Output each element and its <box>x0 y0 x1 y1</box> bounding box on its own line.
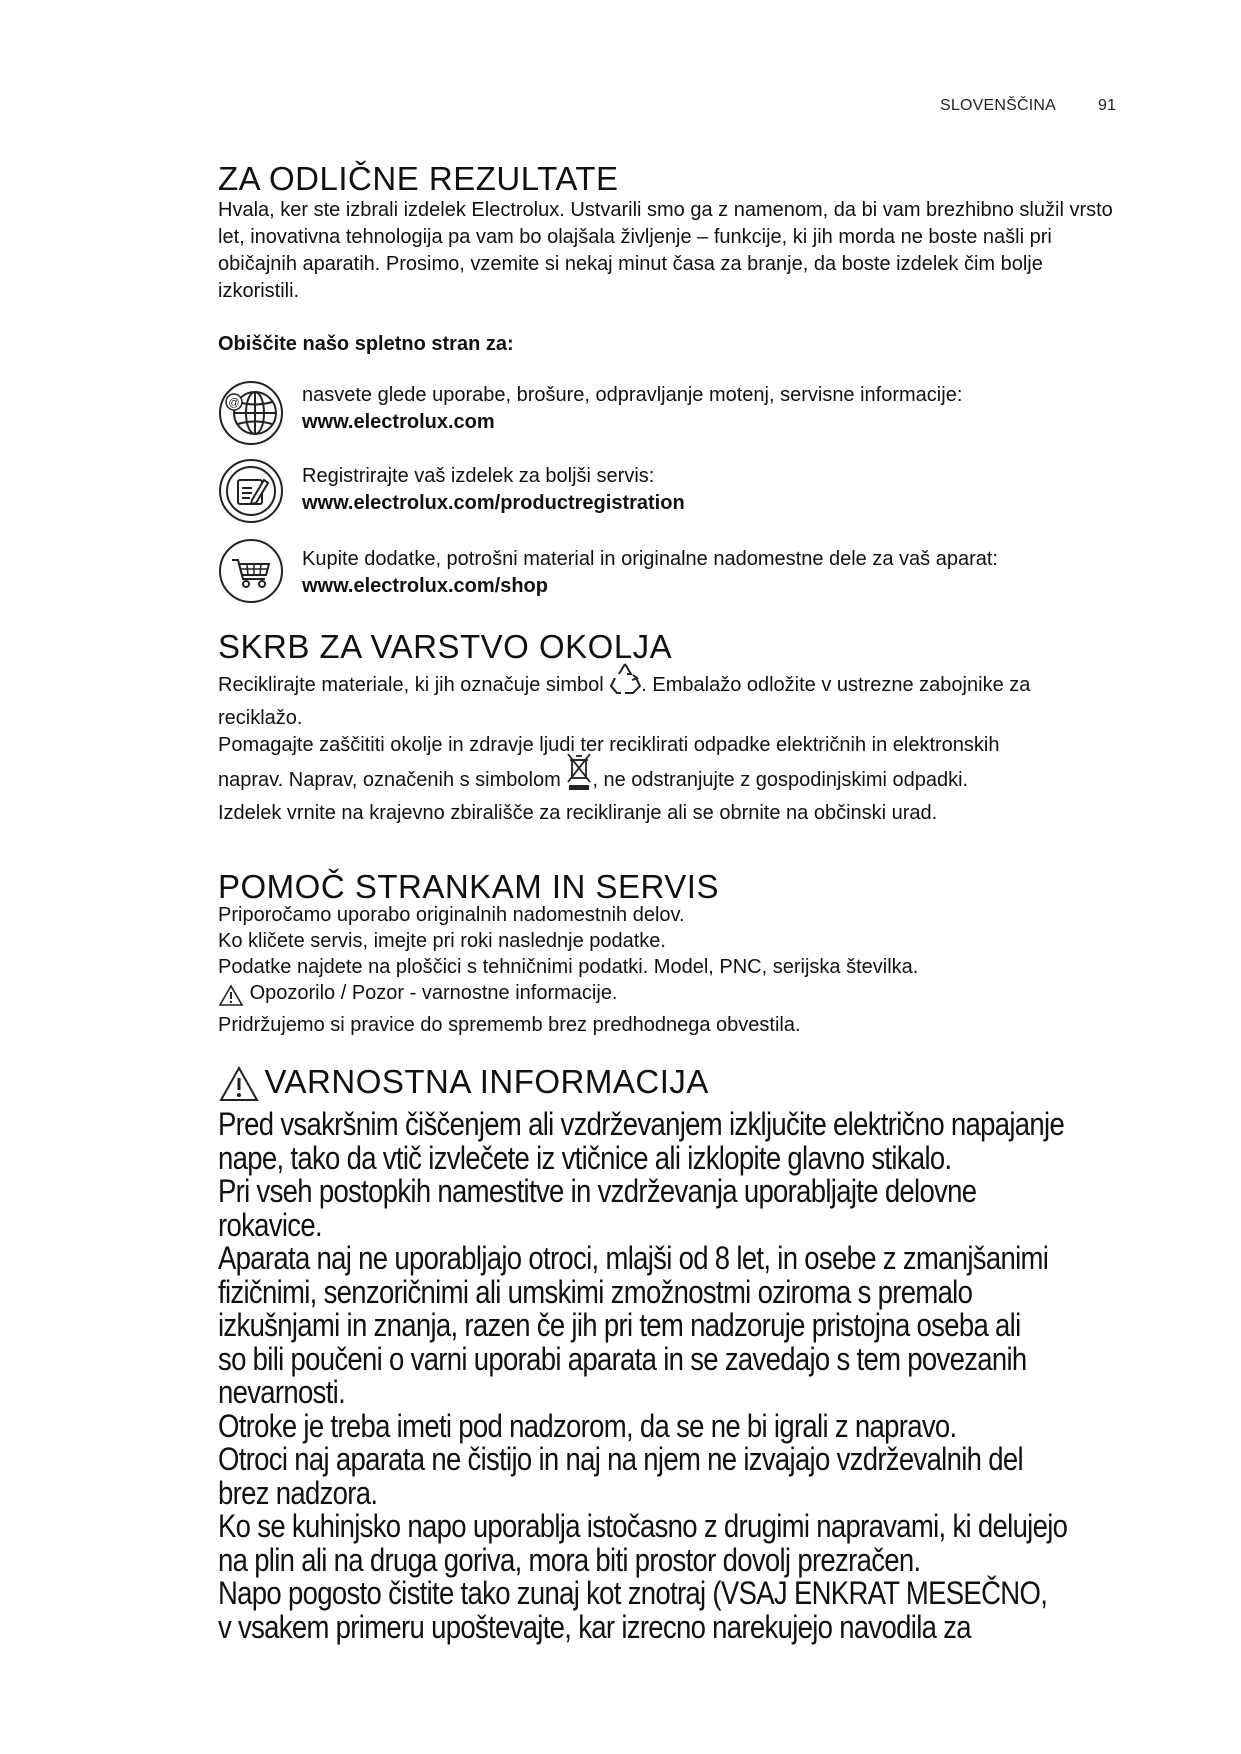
environment-body: Reciklirajte materiale, ki jih označuje simbol . Embalažo odložite v ustrezne zabojnike za reciklažo. Pomagajte zaščititi okolje in zdravje ljudi ter reciklirati odpadke električnih in elektronskih naprav. Naprav, označenih s simbolom , ne odstranjujte z gospodinjskimi odpadki. Izdelek vrnite na krajevno zbirališče za recikliranje ali se obrnite na občinski urad. <box>218 672 1138 827</box>
safety-line: so bili poučeni o varni uporabi aparata in se zavedajo s tem povezanih <box>218 1340 1027 1377</box>
recycle-icon <box>609 675 641 705</box>
safety-line: na plin ali na druga goriva, mora biti prostor dovolj prezračen. <box>218 1541 921 1578</box>
service-title: POMOČ STRANKAM IN SERVIS <box>218 868 719 905</box>
safety-line: Ko se kuhinjsko napo uporablja istočasno z drugimi napravami, ki delujejo <box>218 1508 1068 1544</box>
safety-title: VARNOSTNA INFORMACIJA <box>264 1063 709 1100</box>
safety-line: Napo pogosto čistite tako zunaj kot znotraj (VSAJ ENKRAT MESEČNO, <box>218 1575 1048 1611</box>
safety-line: v vsakem primeru upoštevajte, kar izrecno narekujejo navodila za <box>218 1608 971 1645</box>
service-line: Podatke najdete na ploščici s tehničnimi podatki. Model, PNC, serijska številka. <box>218 956 919 978</box>
safety-line: Aparata naj ne uporabljajo otroci, mlajši od 8 let, in osebe z zmanjšanimi <box>218 1240 1049 1276</box>
safety-body <box>218 1108 1138 1644</box>
svg-text:@: @ <box>228 397 240 409</box>
warning-icon <box>218 984 244 1012</box>
crossed-bin-icon <box>566 770 592 800</box>
safety-line: brez nadzora. <box>218 1474 378 1511</box>
safety-line: nape, tako da vtič izvlečete iz vtičnice ali izklopite glavno stikalo. <box>218 1139 952 1176</box>
safety-heading <box>218 1063 709 1104</box>
registration-icon <box>218 458 284 529</box>
visit-label: Obiščite našo spletno stran za: <box>218 333 514 355</box>
safety-line: rokavice. <box>218 1206 322 1243</box>
shopping-cart-icon <box>218 538 284 609</box>
safety-line: Pred vsakršnim čiščenjem ali vzdrževanjem izključite električno napajanje <box>218 1106 1065 1142</box>
intro-body: Hvala, ker ste izbrali izdelek Electrolux. Ustvarili smo ga z namenom, da bi vam brezhibno služil vrsto let, inovativna tehnologija pa vam bo olajšala življenje – funkcije, ki jih morda ne boste našli pri običajnih aparatih. Prosimo, vzemite si nekaj minut časa za branje, da boste izdelek čim bolje izkoristili. <box>218 199 1113 302</box>
safety-line: fizičnimi, senzoričnimi ali umskimi zmožnostmi oziroma s premalo <box>218 1273 973 1310</box>
globe-icon <box>218 380 284 451</box>
link-text-support: nasvete glede uporabe, brošure, odpravljanje motenj, servisne informacije: www.electrolux.com <box>302 382 962 436</box>
link-text-registration: Registrirajte vaš izdelek za boljši servis: www.electrolux.com/productregistration <box>302 463 685 517</box>
service-body: Priporočamo uporabo originalnih nadomestnih delov. Ko kličete servis, imejte pri roki naslednje podatke. Podatke najdete na ploščici s tehničnimi podatki. Model, PNC, serijska številka. Opozorilo / Pozor - varnostne informacije. Pridržujemo si pravice do sprememb brez predhodnega obvestila. <box>218 902 1138 1038</box>
safety-line: Pri vseh postopkih namestitve in vzdrževanja uporabljajte delovne <box>218 1173 977 1209</box>
service-line: Priporočamo uporabo originalnih nadomestnih delov. <box>218 904 685 926</box>
link-registration-url[interactable]: www.electrolux.com/productregistration <box>302 492 685 514</box>
warning-icon <box>218 1065 260 1104</box>
intro-title: ZA ODLIČNE REZULTATE <box>218 160 619 197</box>
environment-title: SKRB ZA VARSTVO OKOLJA <box>218 628 673 665</box>
header-language: SLOVENŠČINA <box>940 97 1057 114</box>
service-line: Pridržujemo si pravice do sprememb brez predhodnega obvestila. <box>218 1014 801 1036</box>
link-shop-url[interactable]: www.electrolux.com/shop <box>302 575 548 597</box>
link-text-shop: Kupite dodatke, potrošni material in originalne nadomestne dele za vaš aparat: www.electrolux.com/shop <box>302 546 998 600</box>
service-line: Ko kličete servis, imejte pri roki naslednje podatke. <box>218 930 666 952</box>
link-support-url[interactable]: www.electrolux.com <box>302 411 495 433</box>
safety-line: Otroci naj aparata ne čistijo in naj na njem ne izvajajo vzdrževalnih del <box>218 1441 1023 1477</box>
safety-line: Otroke je treba imeti pod nadzorom, da se ne bi igrali z napravo. <box>218 1407 957 1444</box>
safety-line: nevarnosti. <box>218 1374 346 1410</box>
page-number: 91 <box>1098 97 1117 114</box>
safety-line: izkušnjami in znanja, razen če jih pri tem nadzoruje pristojna oseba ali <box>218 1307 1021 1343</box>
